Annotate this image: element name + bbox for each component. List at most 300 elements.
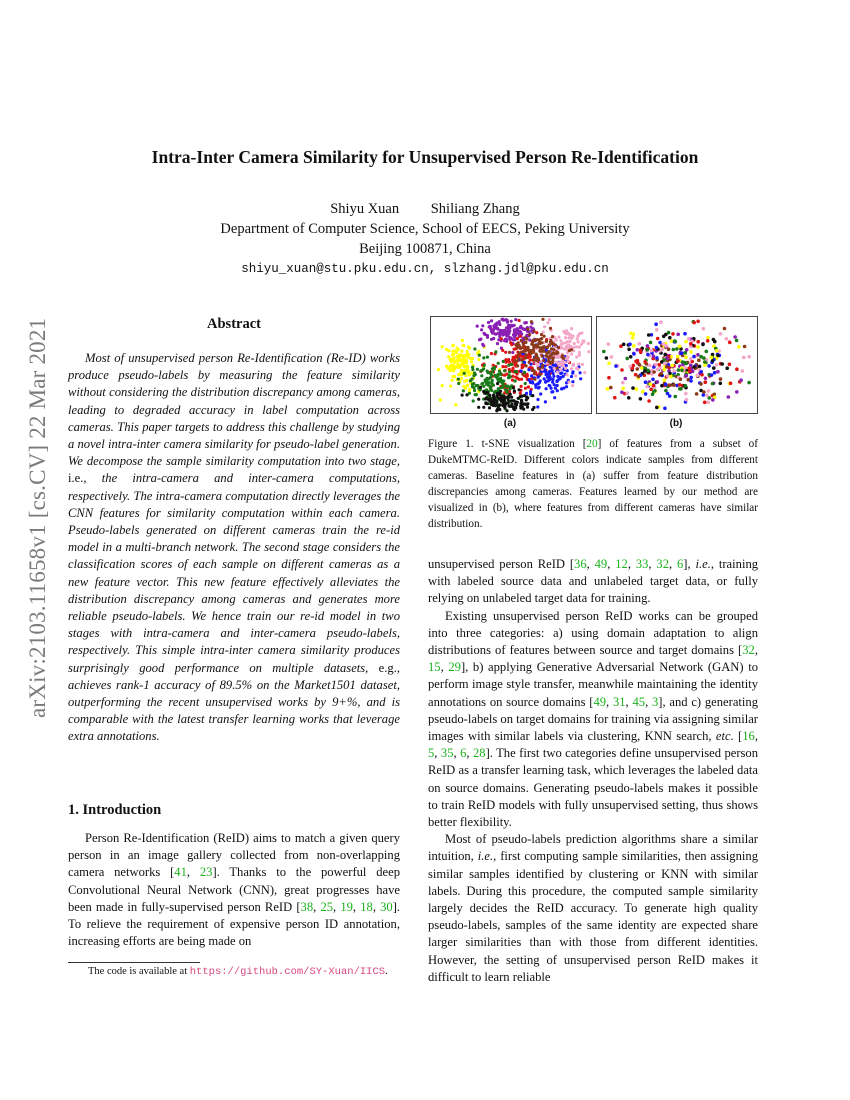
tsne-point (550, 347, 553, 350)
tsne-point (445, 348, 448, 351)
citation-link[interactable]: 31 (612, 694, 626, 709)
figure-1-caption: Figure 1. t-SNE visualization [20] of features from a subset of DukeMTMC-ReID. Different colors indicate samples from different cameras. Baseline features in (a) suffer from feature distribution discrepancies among cameras. Features learned by our method are visualized in (b), where features from different cameras have similar distribution. (428, 438, 758, 530)
tsne-point (658, 341, 662, 345)
tsne-point (467, 354, 470, 357)
tsne-point (651, 378, 655, 382)
tsne-point (677, 368, 681, 372)
tsne-point (648, 364, 652, 368)
tsne-point (525, 375, 528, 378)
citation-link[interactable]: 28 (472, 746, 486, 761)
tsne-point (620, 368, 624, 372)
tsne-point (678, 387, 682, 391)
tsne-point (713, 371, 717, 375)
tsne-point (711, 398, 715, 402)
tsne-point (451, 379, 454, 382)
tsne-point (517, 352, 520, 355)
tsne-point (501, 332, 504, 335)
citation-link[interactable]: 49 (593, 694, 607, 709)
tsne-point (524, 341, 527, 344)
tsne-point (668, 336, 672, 340)
tsne-point (516, 356, 519, 359)
tsne-point (646, 353, 650, 357)
tsne-point (452, 375, 455, 378)
tsne-point (471, 368, 474, 371)
tsne-point (552, 352, 555, 355)
tsne-point (701, 343, 705, 347)
tsne-point (737, 345, 741, 349)
author-emails: shiyu_xuan@stu.pku.edu.cn, slzhang.jdl@pku.edu.cn (241, 262, 609, 276)
tsne-point (504, 332, 507, 335)
tsne-point (516, 364, 519, 367)
tsne-point (531, 408, 534, 411)
tsne-point (728, 363, 732, 367)
tsne-point (662, 368, 666, 372)
citation-link[interactable]: 49 (594, 557, 608, 571)
affiliation-line-2: Beijing 100871, China (359, 241, 491, 257)
citation-link[interactable]: 3 (651, 694, 659, 709)
tsne-point (530, 374, 533, 377)
tsne-point (655, 406, 659, 410)
affiliation-line-1: Department of Computer Science, School of EECS, Peking University (220, 221, 630, 237)
tsne-point (502, 386, 505, 389)
citation-link[interactable]: 18 (360, 899, 373, 914)
tsne-point (535, 345, 538, 348)
tsne-point (702, 393, 706, 397)
tsne-point (678, 345, 682, 349)
tsne-point (514, 318, 517, 321)
tsne-point (675, 347, 679, 351)
tsne-point (561, 355, 564, 358)
tsne-point (715, 349, 719, 353)
tsne-point (629, 332, 633, 336)
tsne-point (465, 368, 468, 371)
tsne-point (614, 364, 618, 368)
tsne-point (548, 360, 551, 363)
tsne-point (703, 360, 707, 364)
tsne-point (505, 360, 508, 363)
citation-link[interactable]: 29 (448, 660, 461, 675)
tsne-point (527, 368, 530, 371)
tsne-point (543, 325, 546, 328)
tsne-point (643, 360, 647, 364)
tsne-point (702, 390, 706, 394)
tsne-plot-ours (597, 317, 757, 413)
tsne-point (520, 402, 523, 405)
tsne-point (557, 336, 560, 339)
tsne-point (706, 339, 710, 343)
tsne-point (532, 330, 535, 333)
tsne-point (515, 370, 518, 373)
tsne-point (711, 382, 715, 386)
tsne-point (684, 384, 688, 388)
tsne-point (488, 398, 491, 401)
tsne-point (672, 383, 676, 387)
tsne-point (663, 353, 667, 357)
tsne-point (499, 329, 502, 332)
tsne-point (457, 366, 460, 369)
tsne-point (505, 338, 508, 341)
tsne-point (492, 394, 495, 397)
tsne-point (462, 389, 465, 392)
tsne-point (557, 346, 560, 349)
tsne-point (536, 405, 539, 408)
tsne-point (696, 320, 700, 324)
tsne-point (508, 351, 511, 354)
tsne-point (462, 344, 465, 347)
tsne-point (605, 356, 609, 360)
tsne-point (483, 364, 486, 367)
tsne-point (505, 409, 508, 412)
tsne-point (683, 332, 687, 336)
tsne-point (696, 340, 700, 344)
tsne-point (689, 357, 693, 361)
tsne-point (508, 338, 511, 341)
tsne-point (524, 356, 527, 359)
tsne-point (561, 342, 564, 345)
tsne-point (676, 333, 680, 337)
tsne-point (716, 370, 720, 374)
tsne-point (519, 335, 522, 338)
tsne-point (451, 350, 454, 353)
tsne-point (520, 358, 523, 361)
tsne-point (518, 388, 521, 391)
tsne-point (671, 332, 675, 336)
tsne-point (692, 355, 696, 359)
tsne-point (639, 397, 643, 401)
tsne-point (669, 375, 673, 379)
tsne-point (478, 338, 481, 341)
tsne-point (666, 357, 670, 361)
tsne-point (452, 359, 455, 362)
tsne-point (530, 320, 533, 323)
tsne-point (552, 375, 555, 378)
tsne-point (539, 373, 542, 376)
tsne-point (510, 320, 513, 323)
tsne-point (656, 337, 660, 341)
citation-link[interactable]: 19 (340, 899, 353, 914)
tsne-point (624, 377, 628, 381)
citation-link[interactable]: 12 (615, 557, 628, 571)
tsne-point (484, 379, 487, 382)
tsne-point (486, 402, 489, 405)
citation-link[interactable]: 36 (574, 557, 587, 571)
tsne-point (627, 348, 631, 352)
tsne-point (481, 324, 484, 327)
tsne-point (725, 366, 729, 370)
tsne-point (562, 364, 565, 367)
tsne-point (646, 344, 650, 348)
tsne-point (529, 326, 532, 329)
tsne-point (549, 327, 552, 330)
tsne-point (735, 390, 739, 394)
tsne-point (486, 356, 489, 359)
tsne-point (560, 372, 563, 375)
figure-1b-tsne (596, 316, 758, 414)
tsne-point (508, 370, 511, 373)
tsne-point (525, 398, 528, 401)
tsne-point (490, 352, 493, 355)
tsne-point (571, 364, 574, 367)
tsne-point (627, 396, 631, 400)
citation-link[interactable]: 20 (586, 438, 598, 450)
tsne-point (696, 374, 700, 378)
tsne-point (556, 384, 559, 387)
tsne-point (460, 377, 463, 380)
tsne-point (553, 396, 556, 399)
tsne-point (492, 337, 495, 340)
tsne-point (725, 337, 729, 341)
tsne-point (676, 359, 680, 363)
tsne-point (582, 341, 585, 344)
tsne-point (702, 327, 706, 331)
citation-link[interactable]: 25 (320, 899, 334, 914)
tsne-point (480, 328, 483, 331)
tsne-point (521, 373, 524, 376)
tsne-point (659, 372, 663, 376)
tsne-point (587, 342, 590, 345)
tsne-point (471, 357, 474, 360)
tsne-point (437, 368, 440, 371)
tsne-point (536, 359, 539, 362)
tsne-point (559, 368, 562, 371)
tsne-point (663, 362, 667, 366)
tsne-point (712, 338, 716, 342)
tsne-point (711, 359, 715, 363)
tsne-point (658, 363, 662, 367)
tsne-point (452, 369, 455, 372)
tsne-point (666, 374, 670, 378)
tsne-point (485, 391, 488, 394)
tsne-point (646, 348, 650, 352)
tsne-point (577, 363, 580, 366)
tsne-point (528, 333, 531, 336)
tsne-point (639, 349, 643, 353)
tsne-point (517, 341, 520, 344)
tsne-point (523, 394, 526, 397)
tsne-point (534, 383, 537, 386)
tsne-point (511, 375, 514, 378)
tsne-point (507, 324, 510, 327)
tsne-point (552, 364, 555, 367)
tsne-point (747, 355, 751, 359)
tsne-point (579, 371, 582, 374)
tsne-point (587, 350, 590, 353)
tsne-point (664, 344, 668, 348)
tsne-point (545, 373, 548, 376)
tsne-point (637, 375, 641, 379)
tsne-point (496, 342, 499, 345)
citation-link[interactable]: 32 (656, 557, 669, 571)
author-1: Shiyu Xuan (330, 201, 400, 217)
tsne-point (455, 347, 458, 350)
tsne-point (525, 353, 528, 356)
tsne-point (571, 372, 574, 375)
tsne-point (439, 398, 442, 401)
tsne-point (647, 399, 651, 403)
tsne-point (684, 355, 688, 359)
author-2: Shiliang Zhang (430, 201, 520, 217)
tsne-point (646, 369, 650, 373)
tsne-point (522, 408, 525, 411)
tsne-point (498, 323, 501, 326)
tsne-point (497, 374, 500, 377)
tsne-point (544, 400, 547, 403)
tsne-point (533, 378, 536, 381)
tsne-point (465, 379, 468, 382)
tsne-point (553, 383, 556, 386)
citation-link[interactable]: 30 (380, 899, 393, 914)
tsne-point (728, 341, 732, 345)
tsne-point (688, 370, 692, 374)
tsne-point (493, 396, 496, 399)
tsne-point (541, 355, 544, 358)
tsne-point (506, 321, 509, 324)
tsne-point (638, 342, 642, 346)
citation-link[interactable]: 6 (677, 557, 684, 571)
tsne-point (512, 399, 515, 402)
tsne-point (528, 361, 531, 364)
tsne-point (472, 386, 475, 389)
tsne-point (455, 351, 458, 354)
tsne-point (567, 381, 570, 384)
tsne-point (607, 362, 611, 366)
citation-link[interactable]: 5 (428, 746, 435, 761)
tsne-point (512, 333, 515, 336)
tsne-point (710, 373, 714, 377)
tsne-point (531, 351, 534, 354)
tsne-point (578, 346, 581, 349)
tsne-point (477, 350, 480, 353)
tsne-point (514, 359, 517, 362)
tsne-point (459, 358, 462, 361)
citation-link[interactable]: 32 (742, 643, 755, 658)
tsne-point (492, 325, 495, 328)
tsne-point (502, 360, 505, 363)
citation-link[interactable]: 35 (440, 746, 454, 761)
tsne-point (449, 385, 452, 388)
tsne-point (481, 343, 484, 346)
tsne-point (548, 374, 551, 377)
tsne-point (674, 395, 678, 399)
tsne-point (482, 367, 485, 370)
tsne-point (502, 395, 505, 398)
tsne-point (602, 350, 606, 354)
authors (0, 201, 850, 218)
tsne-point (452, 353, 455, 356)
tsne-point (743, 345, 747, 349)
tsne-point (719, 377, 723, 381)
tsne-point (526, 328, 529, 331)
tsne-point (513, 390, 516, 393)
tsne-point (504, 351, 507, 354)
citation-link[interactable]: 16 (742, 729, 755, 744)
tsne-point (514, 379, 517, 382)
tsne-point (652, 354, 656, 358)
tsne-point (570, 367, 573, 370)
tsne-point (704, 377, 708, 381)
tsne-point (524, 336, 527, 339)
tsne-point (664, 333, 668, 337)
tsne-point (480, 374, 483, 377)
tsne-point (564, 336, 567, 339)
tsne-point (496, 392, 499, 395)
tsne-point (457, 382, 460, 385)
citation-link[interactable]: 15 (428, 660, 441, 675)
tsne-point (564, 341, 567, 344)
tsne-point (492, 384, 495, 387)
tsne-point (527, 346, 530, 349)
tsne-point (496, 382, 499, 385)
citation-link[interactable]: 6 (460, 746, 467, 761)
tsne-point (461, 339, 464, 342)
tsne-point (548, 350, 551, 353)
tsne-point (543, 335, 546, 338)
code-url-link[interactable]: https://github.com/SY-Xuan/IICS (189, 966, 386, 978)
tsne-point (488, 325, 491, 328)
tsne-point (447, 367, 450, 370)
tsne-point (742, 356, 746, 360)
citation-link[interactable]: 23 (199, 865, 213, 880)
tsne-point (712, 366, 716, 370)
tsne-point (719, 382, 723, 386)
citation-link[interactable]: 38 (300, 899, 314, 914)
tsne-point (510, 396, 513, 399)
tsne-point (566, 357, 569, 360)
tsne-point (539, 392, 542, 395)
abstract-body: Most of unsupervised person Re-Identification (Re-ID) works produce pseudo-labels by measuring the feature similarity without considering the distribution discrepancy among cameras, leading to degraded accuracy in label computation across cameras. This paper targets to address this challenge by studying a novel intra-inter camera similarity for pseudo-label generation. We decompose the sample similarity computation into two stage, i.e., the intra-camera and inter-camera computations, respectively. The intra-camera computation directly leverages the CNN features for similarity computation within each camera. Pseudo-labels generated on different cameras train the re-id model in a multi-branch network. The second stage considers the classification scores of each sample on different cameras as a new feature vector. This new feature effectively alleviates the distribution discrepancy among cameras and generates more reliable pseudo-labels. We hence train our re-id model in two stages with intra-camera and inter-camera pseudo-labels, respectively. This simple intra-inter camera similarity produces surprisingly good performance on multiple datasets, e.g., achieves rank-1 accuracy of 89.5% on the Market1501 dataset, outperforming the recent unsupervised works by 9+%, and is comparable with the latest transfer learning works that leverage extra annotations. (68, 351, 400, 744)
tsne-point (457, 378, 460, 381)
tsne-point (689, 363, 693, 367)
tsne-point (650, 349, 654, 353)
tsne-point (460, 369, 463, 372)
tsne-point (476, 384, 479, 387)
tsne-point (468, 373, 471, 376)
tsne-point (692, 365, 696, 369)
tsne-point (649, 383, 653, 387)
tsne-point (679, 377, 683, 381)
paragraph-unsupervised-reid: unsupervised person ReID [36, 49, 12, 33, 32, 6], i.e., training with labeled source data and unlabeled target data, or fully relying on unlabeled target data for training. (428, 557, 759, 606)
tsne-point (665, 365, 669, 369)
citation-link[interactable]: 45 (632, 694, 646, 709)
tsne-point (536, 398, 539, 401)
tsne-point (636, 367, 640, 371)
paragraph-existing-works: Existing unsupervised person ReID works can be grouped into three categories: a) using domain adaptation to align distributions of features between source and target domains [32, 15, 29], b) applying Generative Adversarial Network (GAN) to perform image style transfer, meanwhile maintaining the identity annotations on source domains [49, 31, 45, 3], and c) generating pseudo-labels on target domains for training via assigning similar images with similar labels via clustering, KNN search, etc. [16, 5, 35, 6, 28]. The first two categories define unsupervised person ReID as a transfer learning task, which leverages the labeled data on source domains. Generating pseudo-labels makes it possible to train ReID models with fully unsupervised setting, thus shows better flexibility. (428, 608, 759, 830)
tsne-point (606, 387, 610, 391)
citation-link[interactable]: 41 (174, 865, 187, 880)
tsne-point (463, 372, 466, 375)
footnote: The code is available at https://github.com/SY-Xuan/IICS. (88, 966, 388, 978)
tsne-point (474, 393, 477, 396)
tsne-point (556, 366, 559, 369)
tsne-point (537, 367, 540, 370)
citation-link[interactable]: 33 (635, 557, 649, 571)
tsne-point (520, 339, 523, 342)
tsne-point (481, 382, 484, 385)
tsne-point (706, 336, 710, 340)
tsne-point (508, 405, 511, 408)
tsne-point (741, 369, 745, 373)
tsne-point (479, 386, 482, 389)
tsne-point (735, 339, 739, 343)
tsne-point (699, 370, 703, 374)
tsne-point (581, 363, 584, 366)
tsne-point (689, 342, 693, 346)
tsne-point (488, 394, 491, 397)
tsne-point (628, 342, 632, 346)
tsne-point (498, 370, 501, 373)
tsne-point (462, 360, 465, 363)
tsne-point (541, 318, 544, 321)
